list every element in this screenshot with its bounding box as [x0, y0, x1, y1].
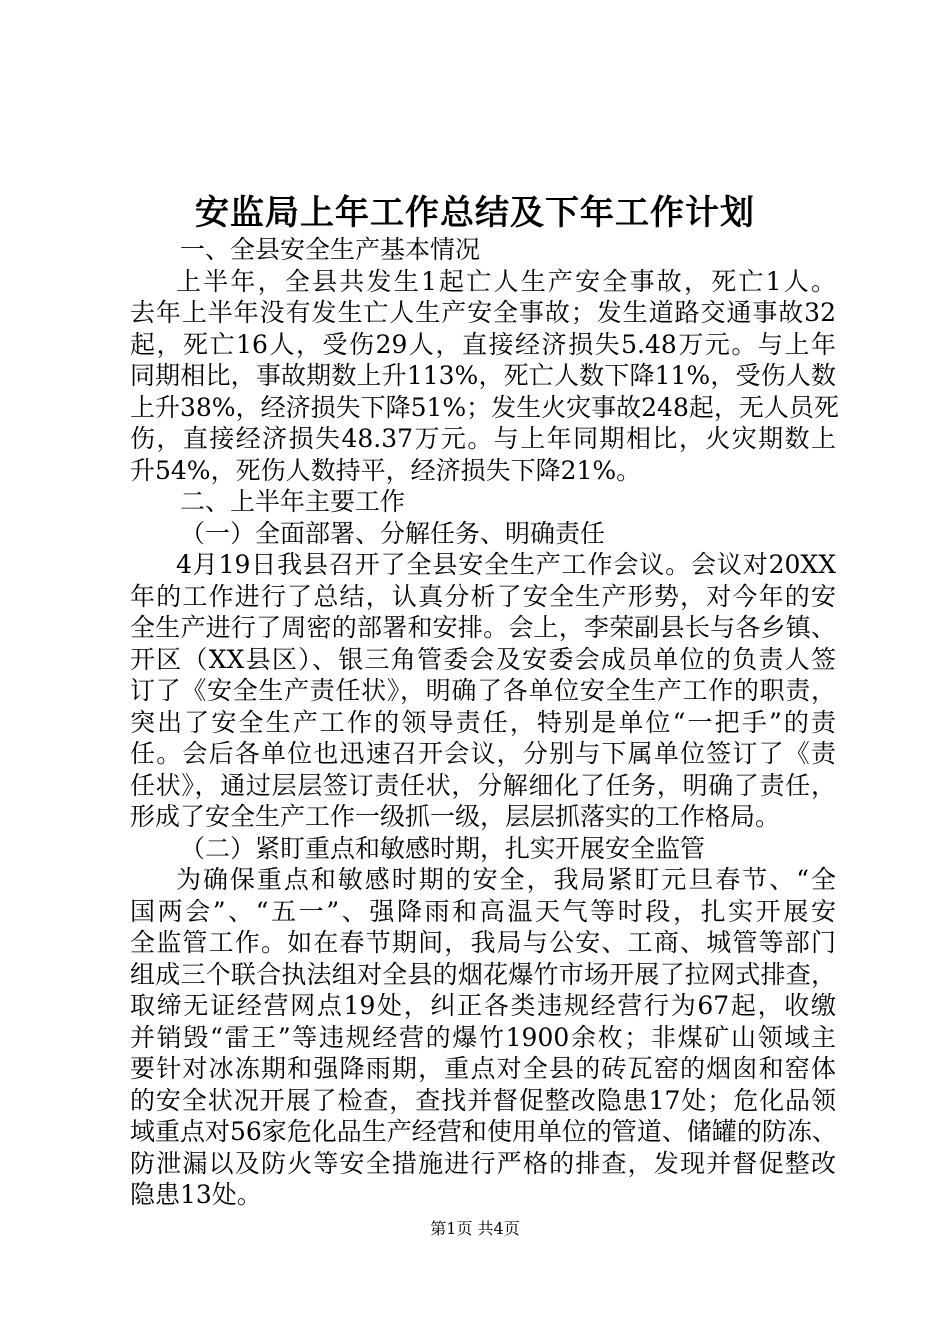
paragraph-line: 4月19日我县召开了全县安全生产工作会议。会议对20XX	[176, 550, 836, 579]
page-number: 第1页 共4页	[430, 1219, 520, 1238]
paragraph-line: 上升38%，经济损失下降51%；发生火灾事故248起，无人员死	[130, 392, 839, 422]
paragraph-line: 要针对冰冻期和强降雨期，重点对全县的砖瓦窑的烟囱和窑体	[130, 1054, 836, 1083]
paragraph-line: 国两会”、“五一”、强降雨和高温天气等时段，扎实开展安	[130, 896, 836, 926]
paragraph-line: 为确保重点和敏感时期的安全，我局紧盯元旦春节、“全	[176, 865, 836, 894]
paragraph-line: 组成三个联合执法组对全县的烟花爆竹市场开展了拉网式排查，	[130, 959, 836, 989]
paragraph-line: 全监管工作。如在春节期间，我局与公安、工商、城管等部门	[130, 928, 836, 957]
paragraph-line: 形成了安全生产工作一级抓一级，层层抓落实的工作格局。	[130, 802, 781, 831]
paragraph-line: 任状》，通过层层签订责任状，分解细化了任务，明确了责任，	[130, 770, 836, 800]
paragraph-line: 去年上半年没有发生亡人生产安全事故；发生道路交通事故32	[130, 298, 836, 327]
section-heading: 一、全县安全生产基本情况	[180, 235, 481, 264]
paragraph-line: 并销毁“雷王”等违规经营的爆竹1900余枚；非煤矿山领域主	[130, 1022, 836, 1052]
paragraph-line: 域重点对56家危化品生产经营和使用单位的管道、储罐的防冻、	[130, 1117, 837, 1146]
paragraph-line: 升54%，死伤人数持平，经济损失下降21%。	[130, 455, 642, 485]
paragraph-line: 年的工作进行了总结，认真分析了安全生产形势，对今年的安	[130, 581, 836, 611]
subsection-heading: （一）全面部署、分解任务、明确责任	[180, 518, 606, 548]
section-heading: 二、上半年主要工作	[180, 487, 406, 516]
paragraph-line: 伤，直接经济损失48.37万元。与上年同期相比，火灾期数上	[130, 424, 836, 453]
paragraph-line: 开区（XX县区）、银三角管委会及安委会成员单位的负责人签	[130, 644, 836, 674]
paragraph-line: 任。会后各单位也迅速召开会议，分别与下属单位签订了《责	[130, 739, 836, 768]
paragraph-line: 取缔无证经营网点19处，纠正各类违规经营行为67起，收缴	[130, 991, 836, 1020]
paragraph-line: 隐患13处。	[130, 1180, 262, 1209]
paragraph-line: 全生产进行了周密的部署和安排。会上，李荣副县长与各乡镇、	[130, 613, 836, 642]
paragraph-line: 起，死亡16人，受伤29人，直接经济损失5.48万元。与上年	[130, 329, 836, 359]
paragraph-line: 同期相比，事故期数上升113%，死亡人数下降11%，受伤人数	[130, 361, 836, 390]
subsection-heading: （二）紧盯重点和敏感时期，扎实开展安全监管	[180, 833, 706, 863]
paragraph-line: 防泄漏以及防火等安全措施进行严格的排查，发现并督促整改	[130, 1148, 836, 1178]
document-title: 安监局上年工作总结及下年工作计划	[195, 193, 755, 233]
paragraph-line: 上半年，全县共发生1起亡人生产安全事故，死亡1人。	[176, 266, 836, 296]
paragraph-line: 突出了安全生产工作的领导责任，特别是单位“一把手”的责	[130, 707, 836, 737]
paragraph-line: 的安全状况开展了检查，查找并督促整改隐患17处；危化品领	[130, 1085, 836, 1115]
paragraph-line: 订了《安全生产责任状》，明确了各单位安全生产工作的职责，	[130, 676, 836, 705]
document-body	[130, 234, 839, 1211]
